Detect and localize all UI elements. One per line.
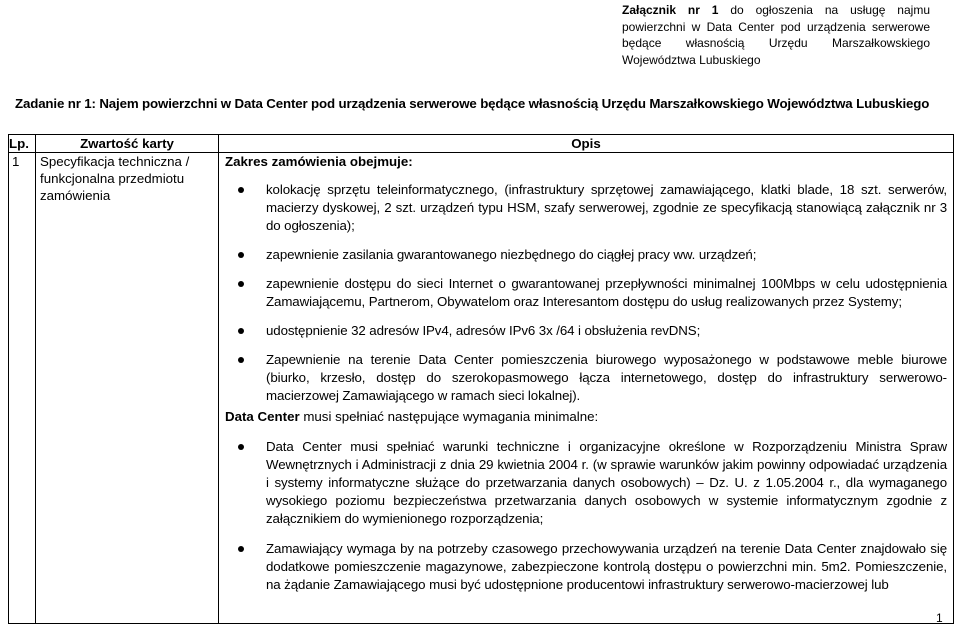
bullet-icon	[238, 252, 244, 258]
bullet-icon	[238, 281, 244, 287]
row-card: Specyfikacja techniczna / funkcjonalna przedmiotu zamówienia	[36, 153, 219, 624]
attachment-label: Załącznik nr 1	[622, 3, 719, 17]
header-desc: Opis	[219, 135, 954, 153]
bullet-icon	[238, 328, 244, 334]
scope-list	[225, 181, 947, 405]
attachment-text: do ogłoszenia na usługę najmu powierzchni w Data Center pod urządzenia serwerowe będące własnością Urzędu Marszałkowskiego Województwa Lubuskiego	[622, 3, 930, 67]
bullet-icon	[238, 444, 244, 450]
bullet-icon	[238, 357, 244, 363]
row-desc	[219, 153, 954, 624]
list-item: Zapewnienie na terenie Data Center pomieszczenia biurowego wyposażonego w podstawowe meble biurowe (biurko, krzesło, dostęp do szerokopasmowego łącza internetowego, dostęp do infrastruktury serwerowo-macierzowej Zamawiającego w ramach sieci lokalnej).	[225, 351, 947, 405]
list-item: Zamawiający wymaga by na potrzeby czasowego przechowywania urządzeń na terenie Data Center znajdowało się dodatkowe pomieszczenie magazynowe, zabezpieczone kontrolą dostępu o powierzchni min. 5m2. Pomieszczenie, na żądanie Zamawiającego musi być udostępnione producentowi infrastruktury serwerowo-macierzowej lub	[225, 540, 947, 594]
bullet-icon	[238, 187, 244, 193]
list-item: kolokację sprzętu teleinformatycznego, (infrastruktury sprzętowej zamawiającego, klatki blade, 18 szt. serwerów, macierzy dyskowej, 2 szt. urządzeń typu HSM, szafy serwerowej, zgodnie ze specyfikacją stanowiącą załącznik nr 3 do ogłoszenia);	[225, 181, 947, 235]
table-row	[9, 153, 954, 624]
requirements-list	[225, 438, 947, 594]
header-card: Zwartość karty	[36, 135, 219, 153]
list-item: udostępnienie 32 adresów IPv4, adresów IPv6 3x /64 i obsłużenia revDNS;	[225, 322, 947, 340]
list-item: zapewnienie zasilania gwarantowanego niezbędnego do ciągłej pracy ww. urządzeń;	[225, 246, 947, 264]
specification-table	[8, 134, 954, 624]
list-item: zapewnienie dostępu do sieci Internet o gwarantowanej przepływności minimalnej 100Mbps w celu udostępnienia Zamawiającemu, Partnerom, Obywatelom oraz Interesantom dostępu do usług realizowanych przez Systemy;	[225, 275, 947, 311]
requirements-heading: Data Center musi spełniać następujące wymagania minimalne:	[225, 409, 599, 424]
task-title: Zadanie nr 1: Najem powierzchni w Data Center pod urządzenia serwerowe będące własnością Urzędu Marszałkowskiego Województwa Lubuskiego	[15, 96, 930, 111]
page-number: 1	[936, 611, 943, 625]
table-header-row	[9, 135, 954, 153]
row-lp: 1	[9, 153, 36, 624]
list-item: Data Center musi spełniać warunki techniczne i organizacyjne określone w Rozporządzeniu Ministra Spraw Wewnętrznych i Administracji z dnia 29 kwietnia 2004 r. (w sprawie warunków jakim powinny odpowiadać urządzenia i systemy informatyczne służące do przetwarzania danych osobowych) – Dz. U. z 1.05.2004 r., dla wymaganego wysokiego poziomu bezpieczeństwa przetwarzania danych osobowych w systemie informatycznym zgodnie z załącznikiem do wymienionego rozporządzenia;	[225, 438, 947, 528]
scope-heading: Zakres zamówienia obejmuje:	[225, 154, 413, 169]
bullet-icon	[238, 546, 244, 552]
attachment-note	[622, 2, 930, 68]
header-lp: Lp.	[9, 135, 36, 153]
